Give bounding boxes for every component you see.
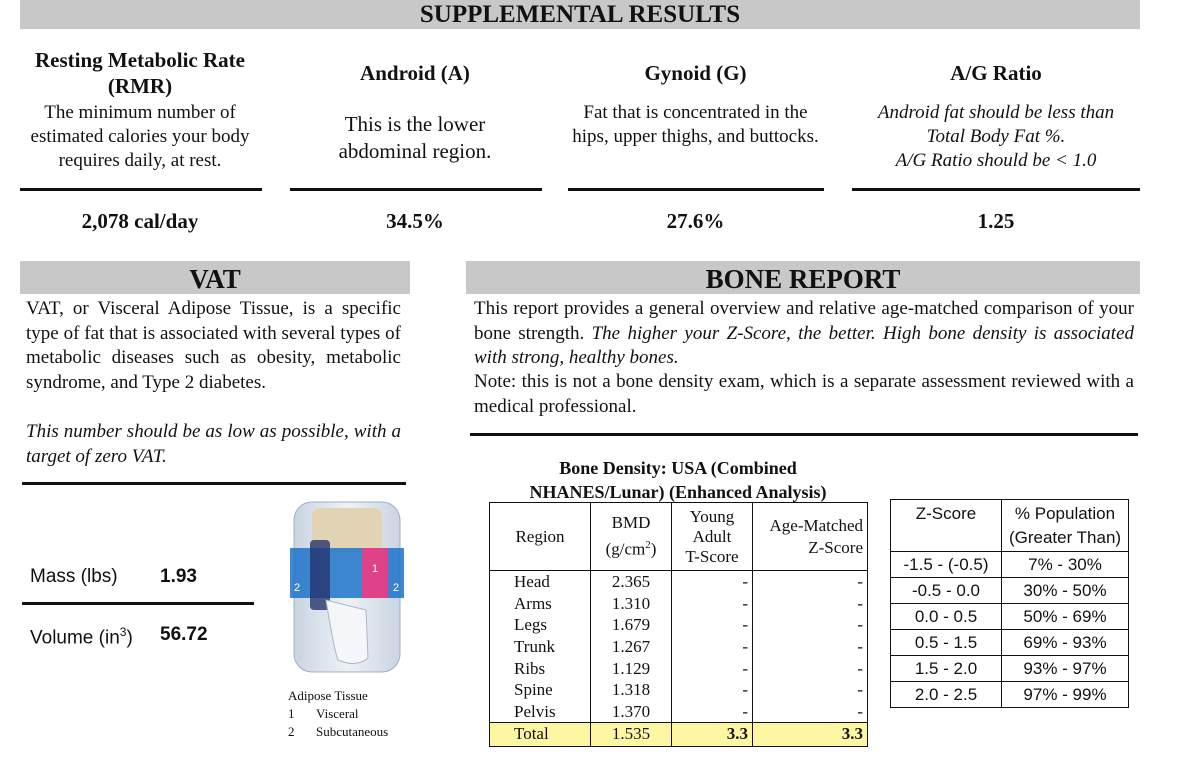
bd-total-row	[490, 722, 868, 746]
bd-region: Trunk	[490, 636, 591, 658]
bd-total-bmd: 1.535	[591, 722, 672, 746]
zs-range: -1.5 - (-0.5)	[891, 552, 1002, 578]
bd-bmd: 1.310	[591, 592, 672, 614]
ag-ratio-value: 1.25	[977, 209, 1015, 233]
supplemental-title: SUPPLEMENTAL RESULTS	[20, 0, 1140, 29]
bd-bmd: 2.365	[591, 571, 672, 593]
bone-intro-plain: This report provides a general overview and relative age-matched comparison of your bone strength.	[474, 298, 1134, 344]
zs-population: 97% - 99%	[1002, 682, 1129, 708]
bd-row	[490, 679, 868, 701]
zs-row	[891, 656, 1129, 682]
rmr-divider	[20, 188, 262, 191]
zs-population: 93% - 97%	[1002, 656, 1129, 682]
zscore-reference-table	[890, 499, 1129, 708]
bd-region: Spine	[490, 679, 591, 701]
bd-bmd: 1.370	[591, 701, 672, 723]
bd-row	[490, 592, 868, 614]
bd-bmd: 1.318	[591, 679, 672, 701]
adipose-diagram	[286, 500, 408, 676]
bd-region: Head	[490, 571, 591, 593]
bd-region: Ribs	[490, 657, 591, 679]
vat-volume-label	[30, 625, 133, 649]
zs-range: 2.0 - 2.5	[891, 682, 1002, 708]
ag-ratio-desc-line: A/G Ratio should be < 1.0	[895, 150, 1097, 171]
zs-population: 30% - 50%	[1002, 578, 1129, 604]
bd-row	[490, 701, 868, 723]
zs-row	[891, 630, 1129, 656]
bd-bmd: 1.679	[591, 614, 672, 636]
zs-header-pop: % Population (Greater Than)	[1002, 500, 1129, 552]
gynoid-title: Gynoid (G)	[644, 61, 747, 85]
adipose-legend	[288, 687, 388, 741]
ag-ratio-desc-line: Total Body Fat %.	[926, 126, 1066, 147]
bd-tscore: -	[672, 679, 753, 701]
bd-zscore: -	[857, 636, 863, 656]
bd-tscore: -	[672, 657, 753, 679]
vat-description: VAT, or Visceral Adipose Tissue, is a specific type of fat that is associated with several types of metabolic diseases such as obesity, metabolic syndrome, and Type 2 diabetes.	[26, 298, 401, 393]
vat-divider	[22, 482, 406, 485]
bd-tscore: -	[672, 701, 753, 723]
bd-bmd: 1.267	[591, 636, 672, 658]
android-description: This is the lower abdominal region.	[338, 112, 492, 163]
bone-report-divider	[470, 433, 1138, 436]
vat-volume-label-text: Volume (in	[30, 627, 120, 649]
vat-mass-label: Mass (lbs)	[30, 566, 118, 587]
zs-range: 0.0 - 0.5	[891, 604, 1002, 630]
bd-tscore: -	[672, 614, 753, 636]
rmr-description: The minimum number of estimated calories your body requires daily, at rest.	[30, 102, 250, 171]
android-value: 34.5%	[386, 209, 444, 233]
bone-report-intro	[474, 297, 1134, 371]
bd-zscore: -	[857, 572, 863, 592]
vat-volume-exponent: 3	[119, 625, 127, 639]
rmr-value: 2,078 cal/day	[81, 209, 199, 233]
vat-mass-divider	[22, 602, 254, 605]
zs-range: 1.5 - 2.0	[891, 656, 1002, 682]
bd-total-region: Total	[490, 722, 591, 746]
zs-row	[891, 578, 1129, 604]
gynoid-description: Fat that is concentrated in the hips, upper thighs, and buttocks.	[572, 102, 819, 147]
bd-tscore: -	[672, 636, 753, 658]
bd-zscore: -	[857, 658, 863, 678]
diagram-label-inner: 1	[372, 563, 379, 575]
zs-population: 50% - 69%	[1002, 604, 1129, 630]
diagram-label-outer-right: 2	[393, 582, 400, 594]
bd-header-bmd: BMD $(g/cm^2)$	[591, 503, 672, 571]
bone-intro-italic: The higher your Z-Score, the better. High bone density is associated with strong, healthy bones.	[474, 322, 1135, 368]
ag-ratio-title: A/G Ratio	[950, 61, 1042, 85]
gynoid-value: 27.6%	[666, 209, 725, 233]
bd-bmd: 1.129	[591, 657, 672, 679]
bd-tscore: -	[672, 592, 753, 614]
bd-total-tscore: 3.3	[672, 722, 753, 746]
bd-zscore: -	[857, 593, 863, 613]
adipose-legend-item: 1 Visceral	[288, 706, 359, 721]
bd-region: Pelvis	[490, 701, 591, 723]
zs-population: 7% - 30%	[1002, 552, 1129, 578]
bd-zscore: -	[857, 615, 863, 635]
vat-title: VAT	[20, 261, 410, 294]
zs-population: 69% - 93%	[1002, 630, 1129, 656]
bd-region: Legs	[490, 614, 591, 636]
bd-zscore: -	[857, 701, 863, 721]
zs-row	[891, 682, 1129, 708]
adipose-legend-item: 2 Subcutaneous	[288, 724, 389, 739]
bd-row	[490, 571, 868, 593]
bd-zscore: -	[857, 680, 863, 700]
bone-table-title: Bone Density: USA (Combined NHANES/Lunar) (Enhanced Analysis)	[529, 458, 827, 502]
bd-row	[490, 614, 868, 636]
ag-ratio-desc-line: Android fat should be less than	[877, 102, 1115, 123]
vat-volume-value: 56.72	[160, 624, 208, 645]
bd-row	[490, 657, 868, 679]
android-title: Android (A)	[360, 61, 470, 85]
vat-note: This number should be as low as possible, with a target of zero VAT.	[26, 421, 401, 467]
zs-range: -0.5 - 0.0	[891, 578, 1002, 604]
zs-row	[891, 552, 1129, 578]
bone-density-table	[489, 502, 868, 747]
ag-ratio-description	[852, 101, 1140, 173]
bd-header-zscore: Age-Matched Z-Score	[769, 515, 863, 557]
bd-header-tscore: Young Adult T-Score	[672, 503, 753, 571]
adipose-legend-title: Adipose Tissue	[288, 688, 368, 703]
bd-tscore: -	[672, 571, 753, 593]
bone-report-note: Note: this is not a bone density exam, which is a separate assessment reviewed with a medical professional.	[474, 371, 1134, 417]
ag-ratio-divider	[852, 188, 1140, 191]
bd-region: Arms	[490, 592, 591, 614]
bd-header-region: Region	[490, 503, 591, 571]
rmr-title: Resting Metabolic Rate (RMR)	[35, 48, 245, 98]
zs-row	[891, 604, 1129, 630]
diagram-label-outer-left: 2	[294, 582, 301, 594]
bd-row	[490, 636, 868, 658]
diagram-spine	[310, 540, 330, 610]
zs-header-z: Z-Score	[891, 500, 1002, 552]
vat-volume-label-end: )	[126, 627, 133, 649]
gynoid-divider	[568, 188, 824, 191]
bone-report-title: BONE REPORT	[466, 261, 1140, 294]
vat-mass-value: 1.93	[160, 566, 197, 587]
zs-range: 0.5 - 1.5	[891, 630, 1002, 656]
android-divider	[290, 188, 542, 191]
bd-total-zscore: 3.3	[841, 724, 863, 744]
